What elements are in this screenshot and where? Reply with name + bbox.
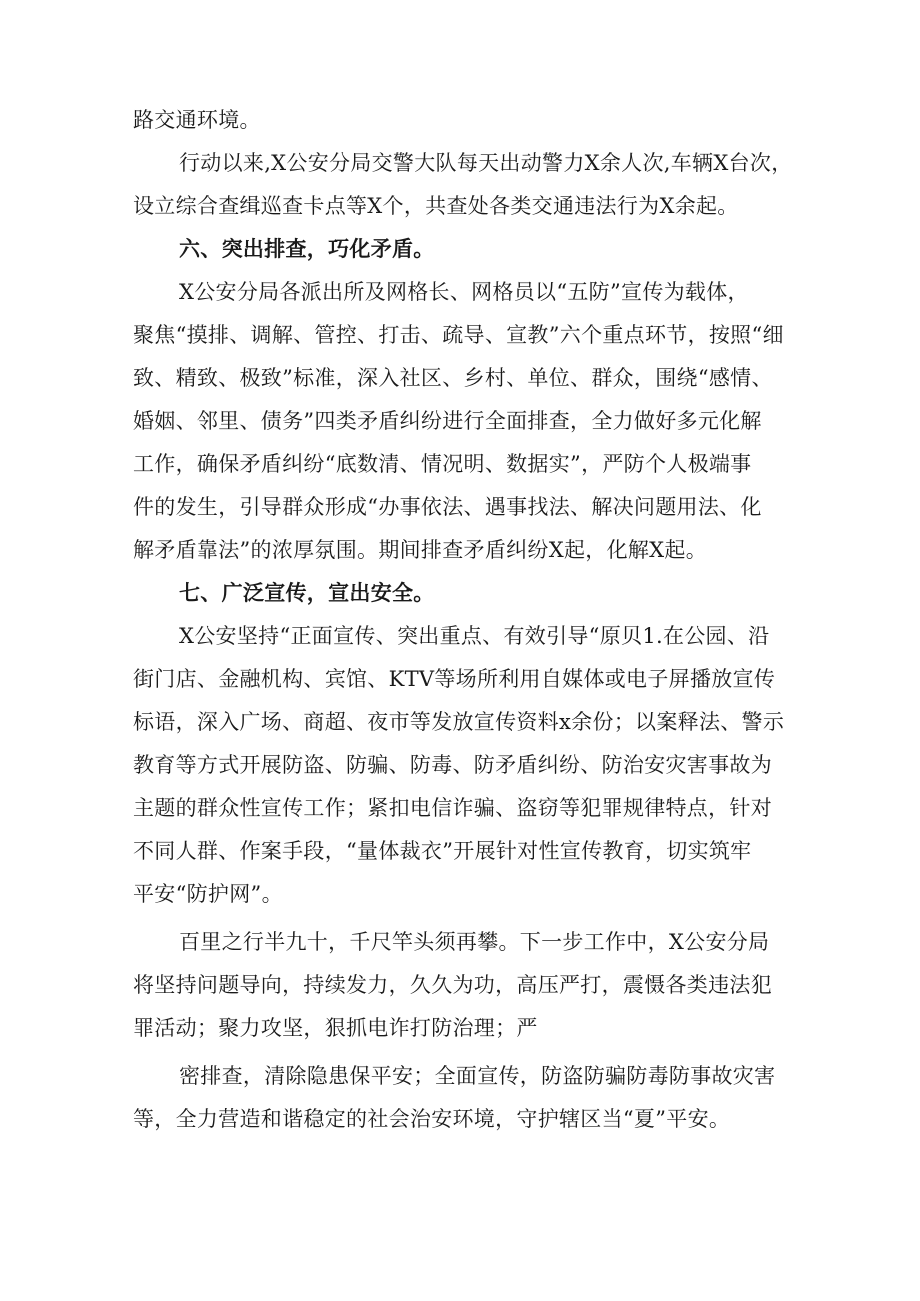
paragraph-line: 罪活动；聚力攻坚，狠抓电诈打防治理；严 — [133, 1016, 538, 1040]
paragraph-line: 教育等方式开展防盗、防骗、防毒、防矛盾纠纷、防治安灾害事故为 — [133, 753, 772, 777]
paragraph-line: 等，全力营造和谐稳定的社会治安环境，守护辖区当“夏”平安。 — [133, 1107, 731, 1131]
paragraph-line: 街门店、金融机构、宾馆、KTV等场所利用自媒体或电子屏播放宣传 — [133, 667, 776, 691]
paragraph-line: 致、精致、极致”标准，深入社区、乡村、单位、群众，围绕“感情、 — [133, 366, 773, 390]
paragraph-line: 工作，确保矛盾纠纷“底数清、情况明、数据实”，严防个人极端事 — [133, 452, 752, 476]
paragraph-line: X公安坚持“正面宣传、突出重点、有效引导“原贝1.在公园、沿 — [179, 624, 770, 648]
paragraph-line: 标语，深入广场、商超、夜市等发放宣传资料x余份；以案释法、警示 — [133, 710, 785, 734]
paragraph-line: 将坚持问题导向，持续发力，久久为功，高压严打，震慑各类违法犯 — [133, 973, 772, 997]
paragraph-line: 密排查，清除隐患保平安；全面宣传，防盗防骗防毒防事故灾害 — [179, 1064, 776, 1088]
paragraph-line: X公安分局各派出所及网格长、网格员以“五防”宣传为载体， — [179, 280, 749, 304]
paragraph-line: 平安“防护网”。 — [133, 882, 283, 906]
paragraph-line: 行动以来,X公安分局交警大队每天出动警力X余人次,车辆X台次， — [179, 151, 793, 175]
paragraph-line: 设立综合查缉巡查卡点等X个，共查处各类交通违法行为X余起。 — [133, 194, 739, 218]
paragraph-line: 路交通环境。 — [133, 108, 261, 132]
paragraph-line: 主题的群众性宣传工作；紧扣电信诈骗、盗窃等犯罪规律特点，针对 — [133, 796, 772, 820]
section-heading: 六、突出排查，巧化矛盾。 — [179, 236, 435, 261]
paragraph-line: 不同人群、作案手段，“量体裁衣”开展针对性宣传教育，切实筑牢 — [133, 839, 752, 863]
paragraph-line: 件的发生，引导群众形成“办事依法、遇事找法、解决问题用法、化 — [133, 495, 762, 519]
paragraph-line: 百里之行半九十，千尺竿头须再攀。下一步工作中，X公安分局 — [179, 930, 770, 954]
paragraph-line: 婚姻、邻里、债务”四类矛盾纠纷进行全面排查，全力做好多元化解 — [133, 409, 762, 433]
section-heading: 七、广泛宣传，宣出安全。 — [179, 580, 435, 605]
paragraph-line: 聚焦“摸排、调解、管控、打击、疏导、宣教”六个重点环节，按照“细 — [133, 323, 784, 347]
paragraph-line: 解矛盾靠法”的浓厚氛围。期间排查矛盾纠纷X起，化解X起。 — [133, 538, 708, 562]
